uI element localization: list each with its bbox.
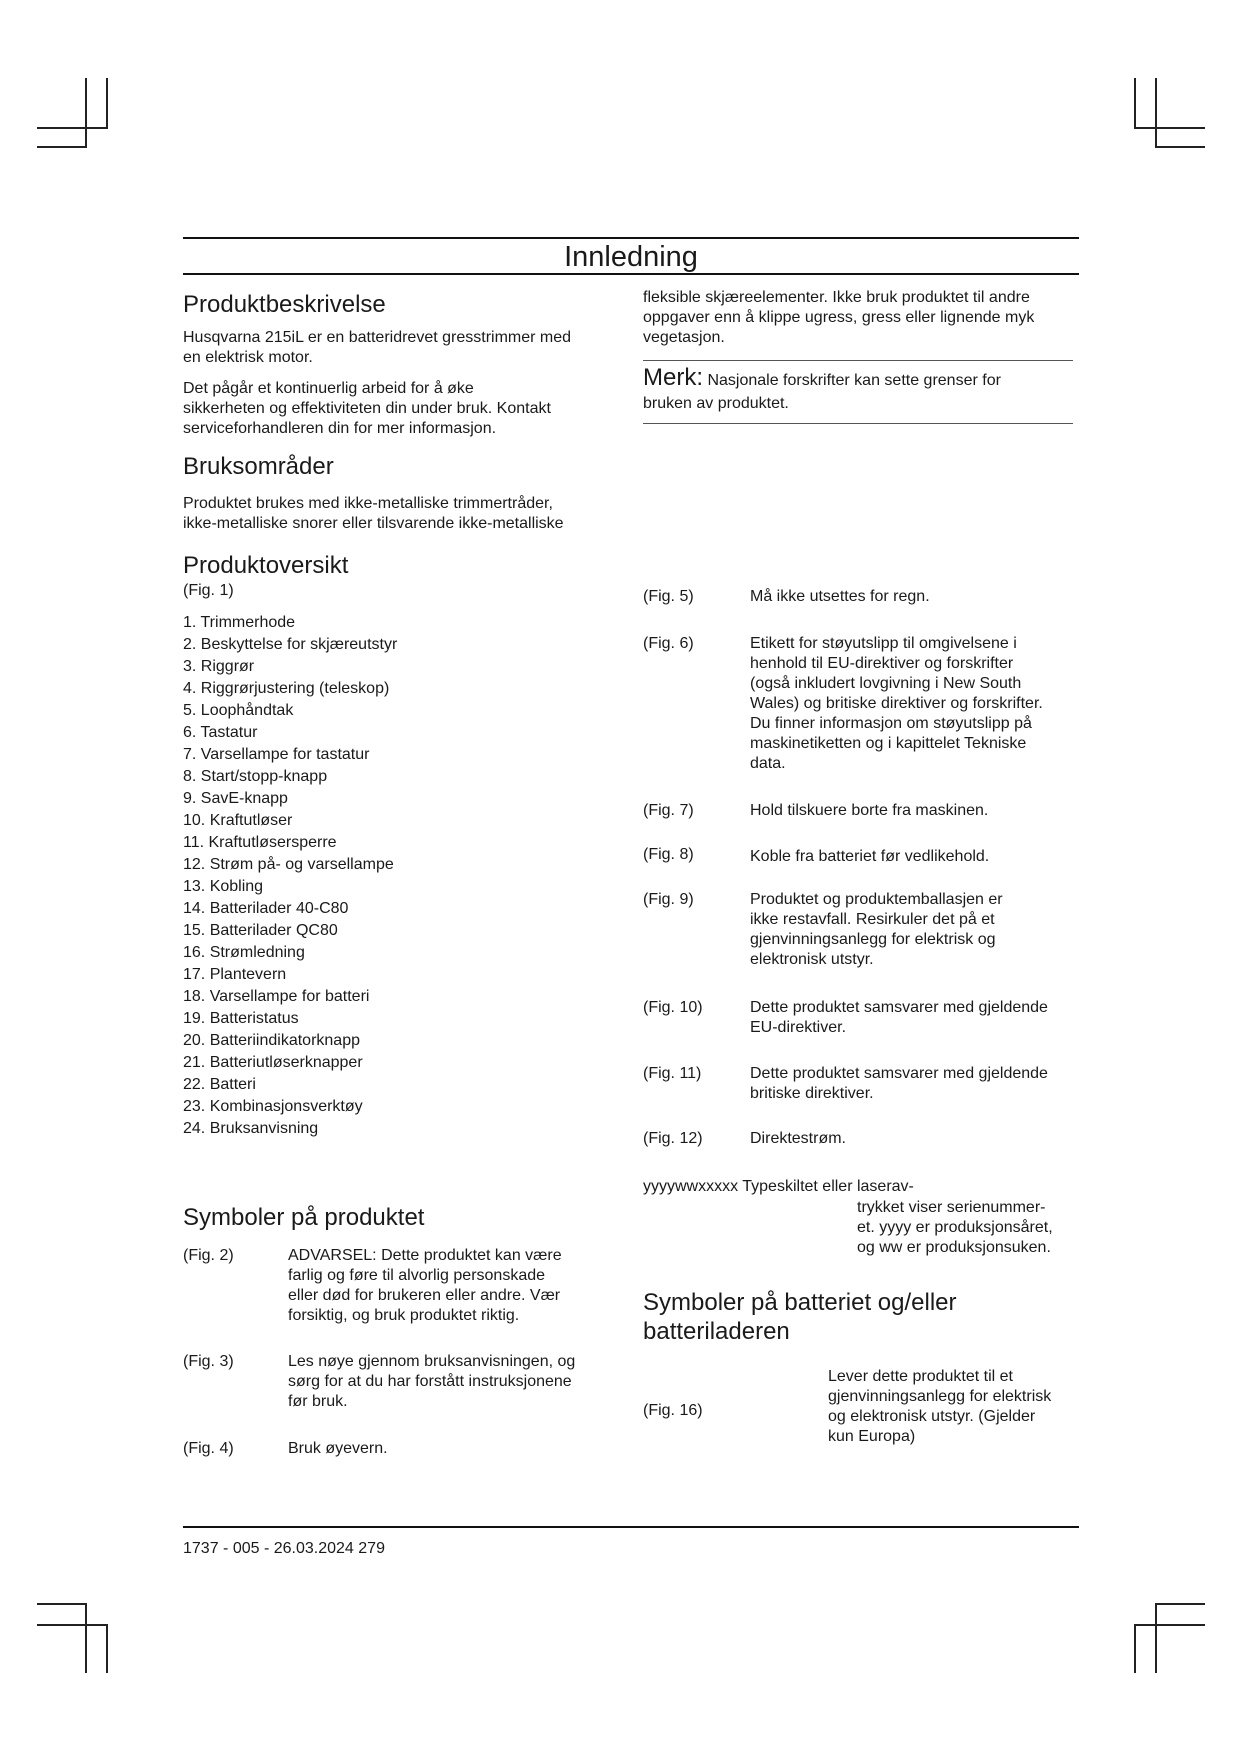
list-item: 24. Bruksanvisning	[183, 1120, 319, 1137]
symbol-description: Dette produktet samsvarer med gjeldende EU-direktiver.	[750, 999, 1048, 1036]
fig-ref: (Fig. 2)	[183, 1247, 234, 1264]
note-box	[643, 364, 1073, 414]
heading-product-description: Produktbeskrivelse	[183, 291, 386, 318]
symbol-description: Lever dette produktet til et gjenvinningsanlegg for elektrisk og elektronisk utstyr. (Gjelder kun Europa)	[828, 1368, 1052, 1445]
crop-mark-bottom-left	[85, 1603, 87, 1673]
footer-doc-id: 1737 - 005 - 26.03.2024	[183, 1540, 354, 1557]
list-item: 23. Kombinasjonsverktøy	[183, 1098, 363, 1115]
fig-ref: (Fig. 11)	[643, 1065, 702, 1082]
page-number: 279	[358, 1540, 385, 1557]
fig-ref: (Fig. 4)	[183, 1440, 234, 1457]
fig-ref: (Fig. 16)	[643, 1402, 703, 1419]
header-rule-bottom	[183, 273, 1079, 275]
list-item: 21. Batteriutløserknapper	[183, 1054, 363, 1071]
crop-mark-top-left	[37, 127, 108, 129]
fig-ref: (Fig. 10)	[643, 999, 703, 1016]
heading-battery-symbols: Symboler på batteriet og/eller batteriladeren	[643, 1289, 957, 1345]
symbol-description: Dette produktet samsvarer med gjeldende britiske direktiver.	[750, 1065, 1048, 1102]
list-item: 14. Batterilader 40-C80	[183, 900, 349, 917]
crop-mark-bottom-right	[1134, 1624, 1136, 1673]
symbol-description: Bruk øyevern.	[288, 1440, 388, 1457]
crop-mark-bottom-left	[37, 1624, 108, 1626]
note-label: Merk:	[643, 364, 703, 391]
paragraph-usage-continued: fleksible skjæreelementer. Ikke bruk produktet til andre oppgaver enn å klippe ugress, gress eller lignende myk vegetasjon.	[643, 289, 1035, 346]
list-item: 4. Riggrørjustering (teleskop)	[183, 680, 390, 697]
list-item: 22. Batteri	[183, 1076, 256, 1093]
symbol-description: Etikett for støyutslipp til omgivelsene i henhold til EU-direktiver og forskrifter (også inkludert lovgivning i New South Wales) og britiske direktiver og forskrifter. Du finner informasjon om støyutslipp på maskinetiketten og i kapittelet Tekniske data.	[750, 635, 1043, 772]
fig-ref: (Fig. 6)	[643, 635, 694, 652]
symbol-description: ADVARSEL: Dette produktet kan være farlig og føre til alvorlig personskade eller død for brukeren eller andre. Vær forsiktig, og bruk produktet riktig.	[288, 1247, 562, 1324]
list-item: 9. SavE-knapp	[183, 790, 288, 807]
fig-ref: (Fig. 3)	[183, 1353, 234, 1370]
crop-mark-bottom-right	[1134, 1624, 1205, 1626]
symbol-description: Les nøye gjennom bruksanvisningen, og sørg for at du har forstått instruksjonene før bruk.	[288, 1353, 576, 1410]
paragraph-usage: Produktet brukes med ikke-metalliske trimmertråder, ikke-metalliske snorer eller tilsvarende ikke-metalliske	[183, 495, 564, 532]
footer-rule	[183, 1526, 1079, 1528]
page-title: Innledning	[564, 241, 698, 273]
header-rule-top	[183, 237, 1079, 239]
heading-usage: Bruksområder	[183, 453, 334, 480]
symbol-description: Direktestrøm.	[750, 1130, 846, 1147]
list-item: 13. Kobling	[183, 878, 264, 895]
crop-mark-bottom-left	[106, 1624, 108, 1673]
list-item: 19. Batteristatus	[183, 1010, 299, 1027]
crop-mark-top-right	[1134, 127, 1205, 129]
list-item: 11. Kraftutløsersperre	[183, 834, 337, 851]
crop-mark-top-right	[1134, 78, 1136, 129]
paragraph-product-description-1: Husqvarna 215iL er en batteridrevet gresstrimmer med en elektrisk motor.	[183, 329, 572, 366]
list-item: 8. Start/stopp-knapp	[183, 768, 328, 785]
crop-mark-bottom-right	[1155, 1603, 1157, 1673]
note-text: Nasjonale forskrifter kan sette grenser for	[707, 372, 1001, 389]
list-item: 1. Trimmerhode	[183, 614, 296, 631]
list-item: 20. Batteriindikatorknapp	[183, 1032, 360, 1049]
overview-fig-ref: (Fig. 1)	[183, 582, 234, 599]
fig-ref: (Fig. 8)	[643, 846, 694, 863]
fig-ref: (Fig. 12)	[643, 1130, 703, 1147]
list-item: 17. Plantevern	[183, 966, 287, 983]
list-item: 5. Loophåndtak	[183, 702, 294, 719]
overview-list	[183, 612, 397, 1140]
list-item: 6. Tastatur	[183, 724, 258, 741]
list-item: 7. Varsellampe for tastatur	[183, 746, 370, 763]
crop-mark-top-left	[37, 146, 87, 148]
crop-mark-bottom-right	[1155, 1603, 1205, 1605]
symbol-description: Må ikke utsettes for regn.	[750, 588, 930, 605]
crop-mark-top-left	[106, 78, 108, 129]
paragraph-product-description-2: Det pågår et kontinuerlig arbeid for å øke sikkerheten og effektiviteten din under bruk. Kontakt serviceforhandleren din for mer informasjon.	[183, 380, 551, 437]
list-item: 15. Batterilader QC80	[183, 922, 338, 939]
symbol-description: Hold tilskuere borte fra maskinen.	[750, 802, 989, 819]
list-item: 10. Kraftutløser	[183, 812, 293, 829]
crop-mark-bottom-left	[37, 1603, 87, 1605]
heading-product-overview: Produktoversikt	[183, 552, 349, 579]
symbol-description: Produktet og produktemballasjen er ikke restavfall. Resirkuler det på et gjenvinningsanlegg for elektrisk og elektronisk utstyr.	[750, 891, 1003, 968]
list-item: 3. Riggrør	[183, 658, 255, 675]
crop-mark-top-left	[85, 78, 87, 148]
serial-text: Typeskiltet eller laserav-	[742, 1178, 914, 1195]
list-item: 2. Beskyttelse for skjæreutstyr	[183, 636, 398, 653]
note-rule-bottom	[643, 423, 1073, 424]
fig-ref: (Fig. 9)	[643, 891, 694, 908]
crop-mark-top-right	[1155, 78, 1157, 148]
list-item: 16. Strømledning	[183, 944, 305, 961]
symbol-description: Koble fra batteriet før vedlikehold.	[750, 848, 990, 865]
serial-description: trykket viser serienummer- et. yyyy er produksjonsåret, og ww er produksjonsuken.	[857, 1199, 1053, 1256]
note-text: bruken av produktet.	[643, 395, 789, 412]
serial-code: yyyywwxxxxx	[643, 1178, 739, 1195]
list-item: 12. Strøm på- og varsellampe	[183, 856, 394, 873]
fig-ref: (Fig. 7)	[643, 802, 694, 819]
list-item: 18. Varsellampe for batteri	[183, 988, 370, 1005]
note-rule-top	[643, 360, 1073, 361]
heading-product-symbols: Symboler på produktet	[183, 1204, 425, 1231]
crop-mark-top-right	[1155, 146, 1205, 148]
footer	[183, 1540, 385, 1558]
fig-ref: (Fig. 5)	[643, 588, 694, 605]
serial-number-line	[643, 1177, 914, 1197]
